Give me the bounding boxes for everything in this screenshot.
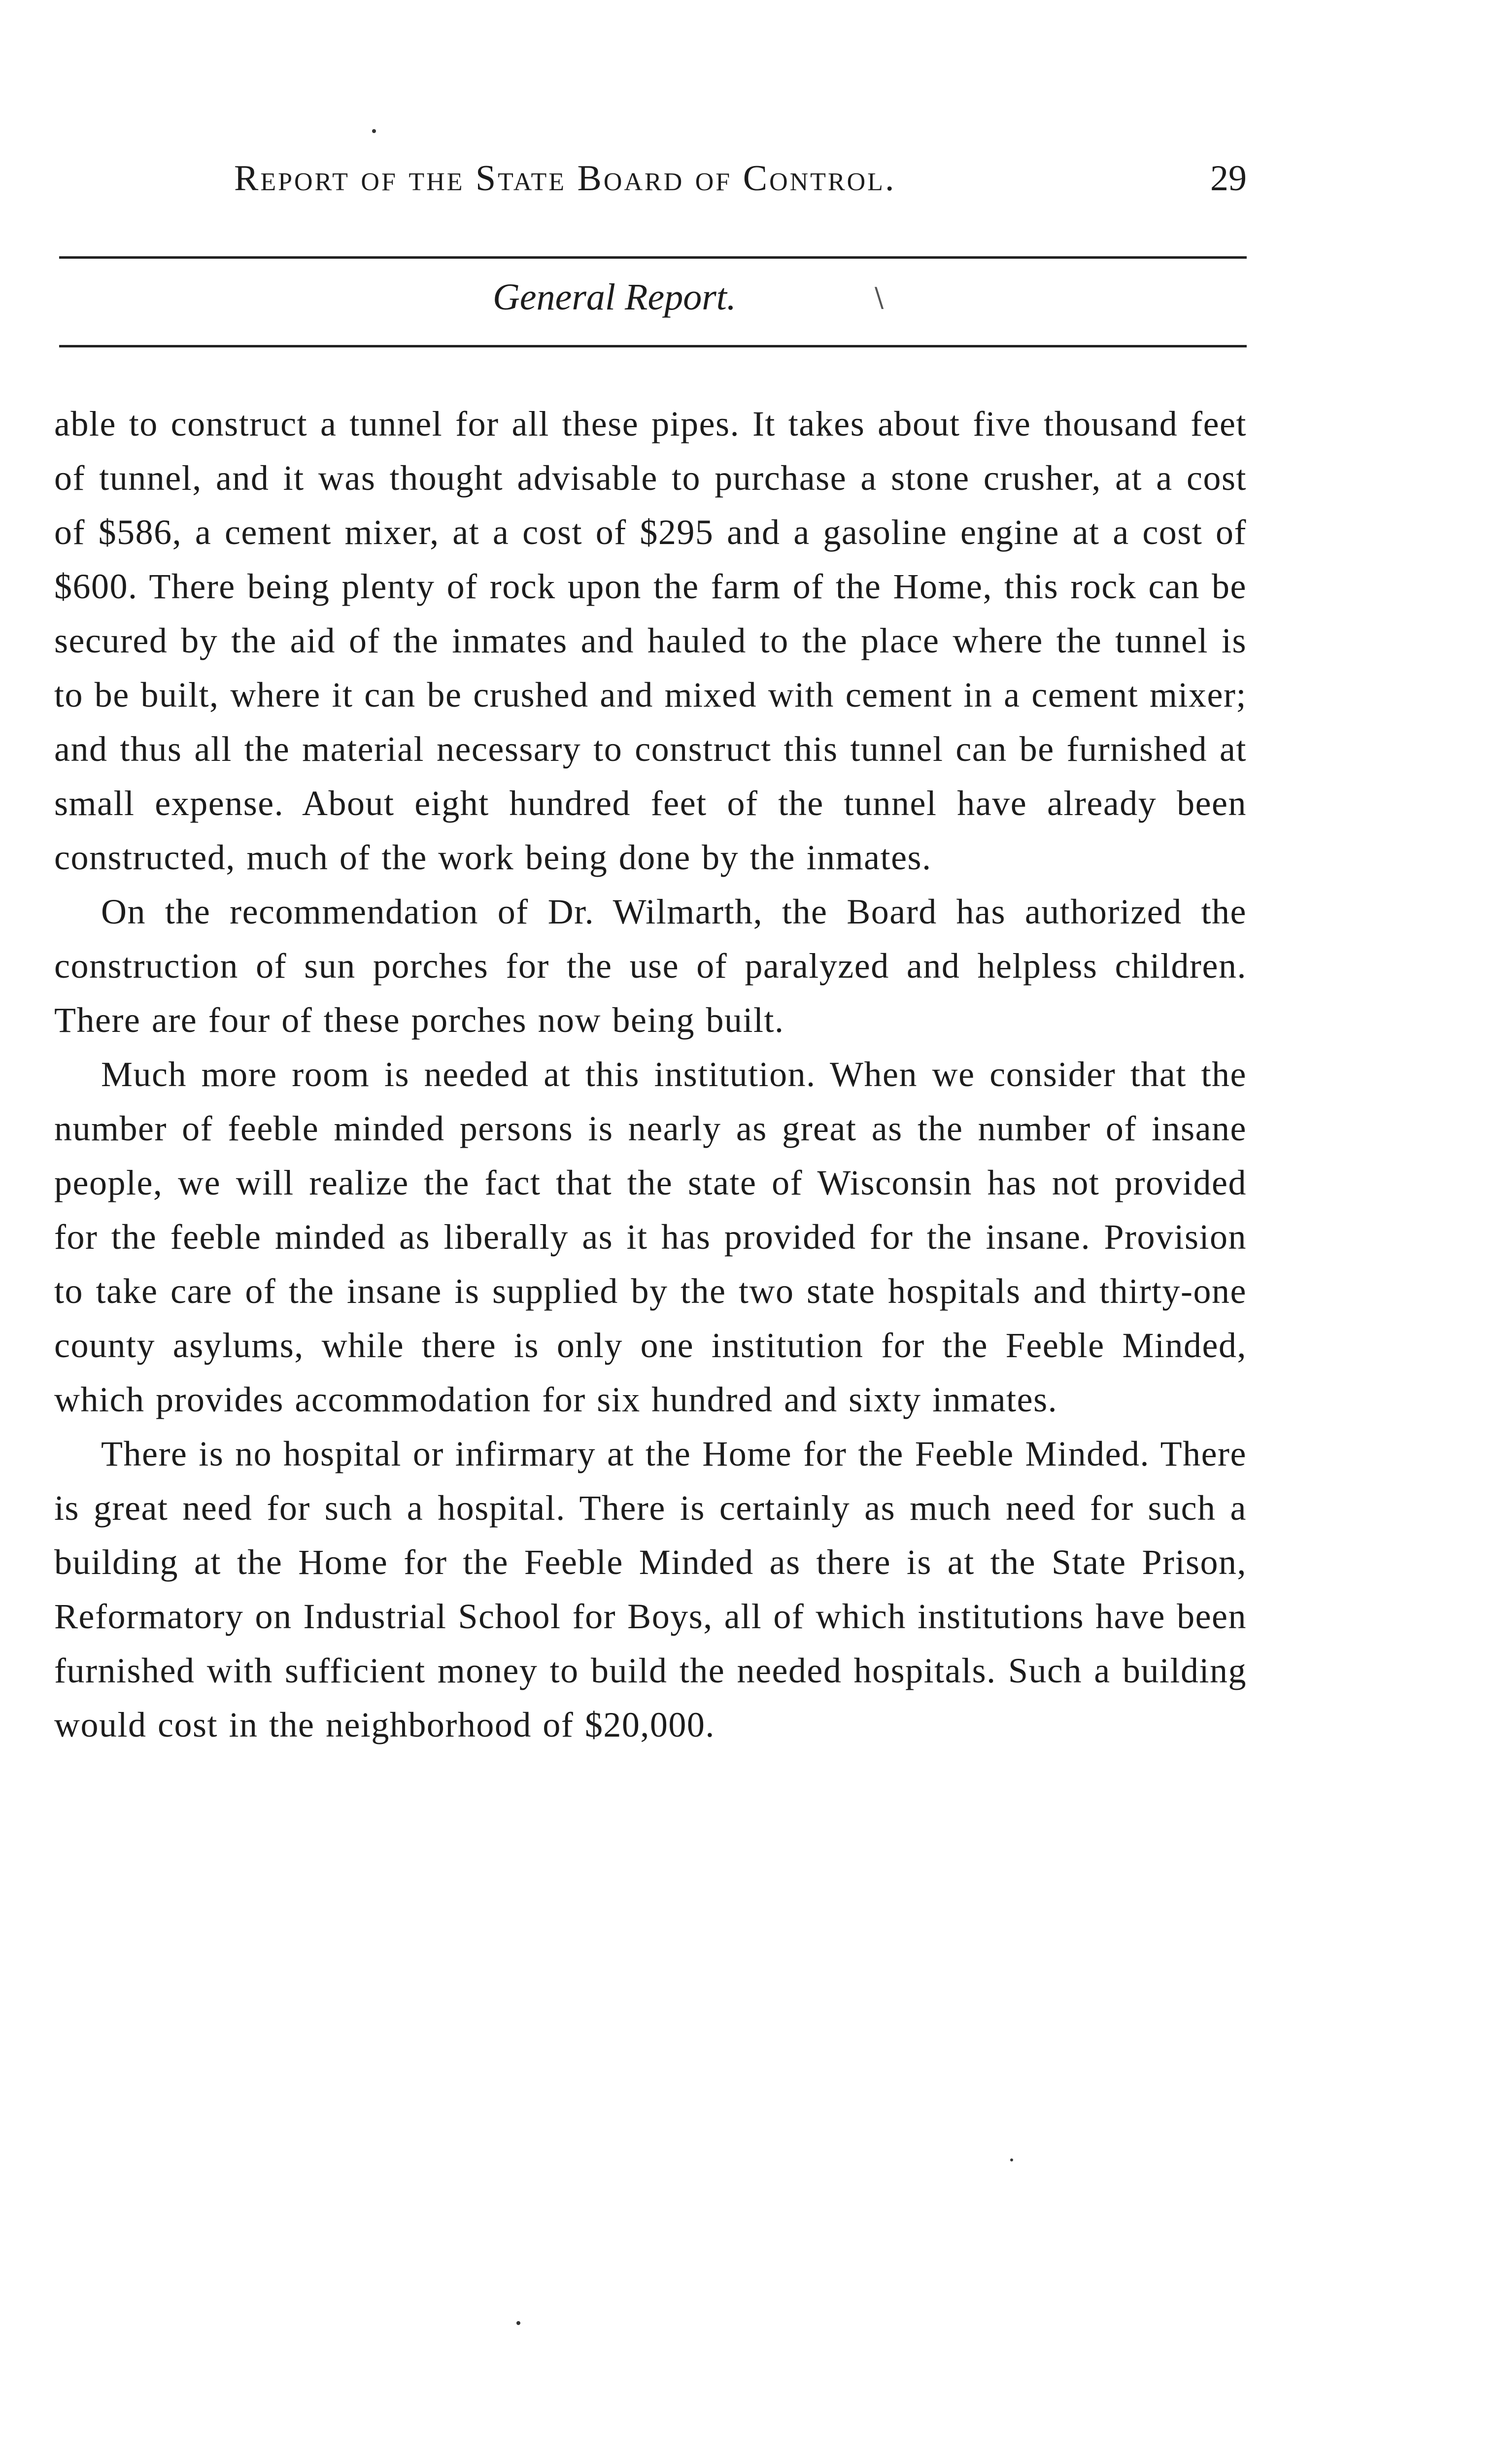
header-rule-top (59, 256, 1247, 259)
running-title: Report of the State Board of Control. (234, 158, 896, 199)
print-speck (516, 2321, 520, 2325)
page-number: 29 (1210, 158, 1247, 199)
paragraph-hospital: There is no hospital or infirmary at the Home for the Feeble Minded. There is great need for such a hospital. There is certainly as much need for such a building at the Home for the Feeble Minded as there is at the State Prison, Reformatory on Industrial School for Boys, all of which institutions have been furnished with sufficient money to build the needed hospitals. Such a building would cost in the neighborhood of $20,000. (54, 1434, 1247, 1745)
body-text (54, 397, 1247, 1752)
section-title: General Report. (493, 276, 736, 318)
header-rule-bottom (59, 345, 1247, 347)
print-speck (1010, 2158, 1013, 2161)
running-head (64, 158, 1247, 207)
paragraph-continued: able to construct a tunnel for all these pipes. It takes about five thousand feet of tunnel, and it was thought advisable to purchase a stone crusher, at a cost of $586, a cement mixer, at a cost of $295 and a gasoline engine at a cost of $600. There being plenty of rock upon the farm of the Home, this rock can be secured by the aid of the inmates and hauled to the place where the tunnel is to be built, where it can be crushed and mixed with cement in a cement mixer; and thus all the material necessary to construct this tunnel can be furnished at small expense. About eight hundred feet of the tunnel have already been constructed, much of the work being done by the inmates. (54, 404, 1247, 877)
paragraph-sun-porches: On the recommendation of Dr. Wilmarth, the Board has authorized the construction of sun porches for the use of paralyzed and helpless children. There are four of these porches now being built. (54, 892, 1247, 1040)
paragraph-more-room: Much more room is needed at this institution. When we consider that the number of feeble minded persons is nearly as great as the number of insane people, we will realize the fact that the state of Wisconsin has not provided for the feeble minded as liberally as it has provided for the insane. Provision to take care of the insane is supplied by the two state hospitals and thirty-one county asylums, while there is only one institution for the Feeble Minded, which provides accommodation for six hundred and sixty inmates. (54, 1055, 1247, 1419)
print-speck (372, 129, 376, 133)
print-mark-icon: \ (875, 282, 884, 313)
